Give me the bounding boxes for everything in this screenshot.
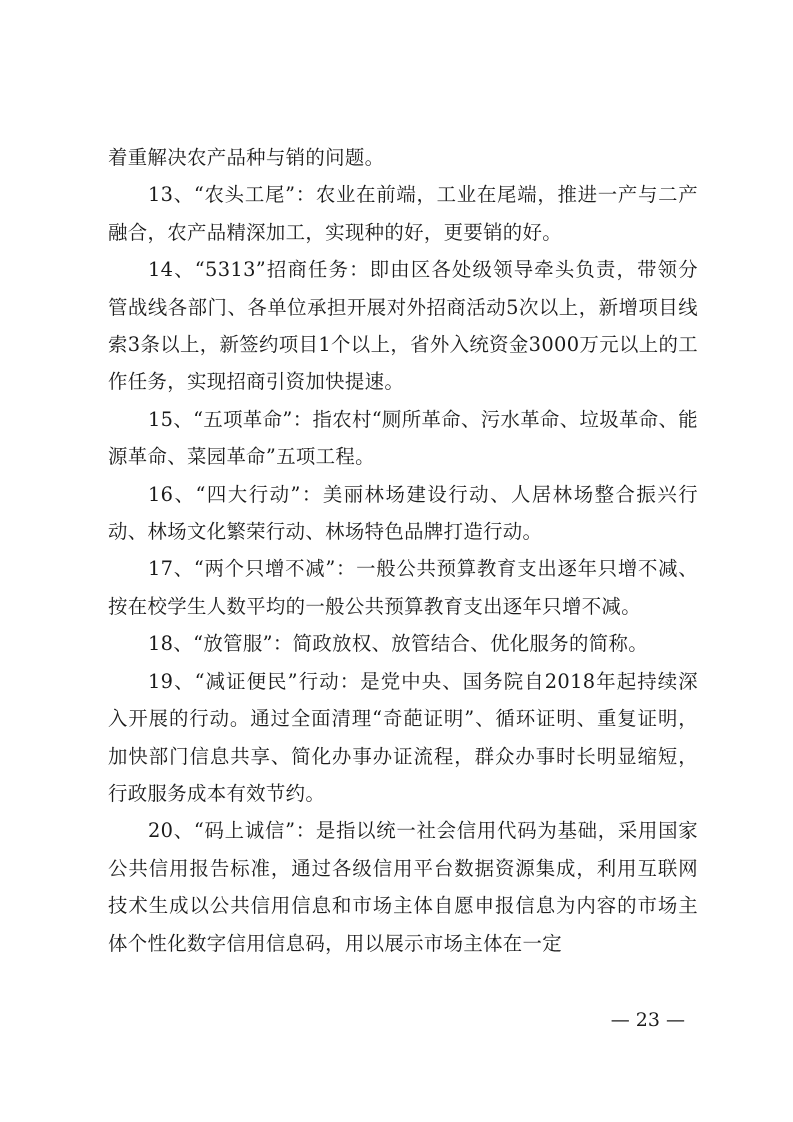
paragraph-item-15: 15、“五项革命”：指农村“厕所革命、污水革命、垃圾革命、能源革命、菜园革命”五项工程。: [108, 407, 698, 469]
paragraph-item-14: 14、“5313”招商任务：即由区各处级领导牵头负责，带领分管战线各部门、各单位承担开展对外招商活动5次以上，新增项目线索3条以上，新签约项目1个以上，省外入统资金3000万元以上的工作任务，实现招商引资加快提速。: [108, 258, 698, 394]
paragraph-item-20: 20、“码上诚信”：是指以统一社会信用代码为基础，采用国家公共信用报告标准，通过各级信用平台数据资源集成，利用互联网技术生成以公共信用信息和市场主体自愿申报信息为内容的市场主体个性化数字信用信息码，用以展示市场主体在一定: [108, 819, 698, 955]
paragraph-item-17: 17、“两个只增不减”：一般公共预算教育支出逐年只增不减、按在校学生人数平均的一般公共预算教育支出逐年只增不减。: [108, 557, 698, 618]
page-number: — 23 —: [610, 1009, 685, 1031]
paragraph-item-16: 16、“四大行动”：美丽林场建设行动、人居林场整合振兴行动、林场文化繁荣行动、林场特色品牌打造行动。: [108, 482, 698, 544]
document-body: [108, 139, 698, 962]
paragraph-item-19: 19、“减证便民”行动：是党中央、国务院自2018年起持续深入开展的行动。通过全面清理“奇葩证明”、循环证明、重复证明，加快部门信息共享、简化办事办证流程，群众办事时长明显缩短，行政服务成本有效节约。: [108, 669, 698, 805]
paragraph-continuation: 着重解决农产品种与销的问题。: [108, 146, 385, 169]
paragraph-item-18: 18、“放管服”：简政放权、放管结合、优化服务的简称。: [148, 632, 648, 656]
paragraph-item-13: 13、“农头工尾”：农业在前端，工业在尾端，推进一产与二产融合，农产品精深加工，实现种的好，更要销的好。: [108, 183, 698, 244]
